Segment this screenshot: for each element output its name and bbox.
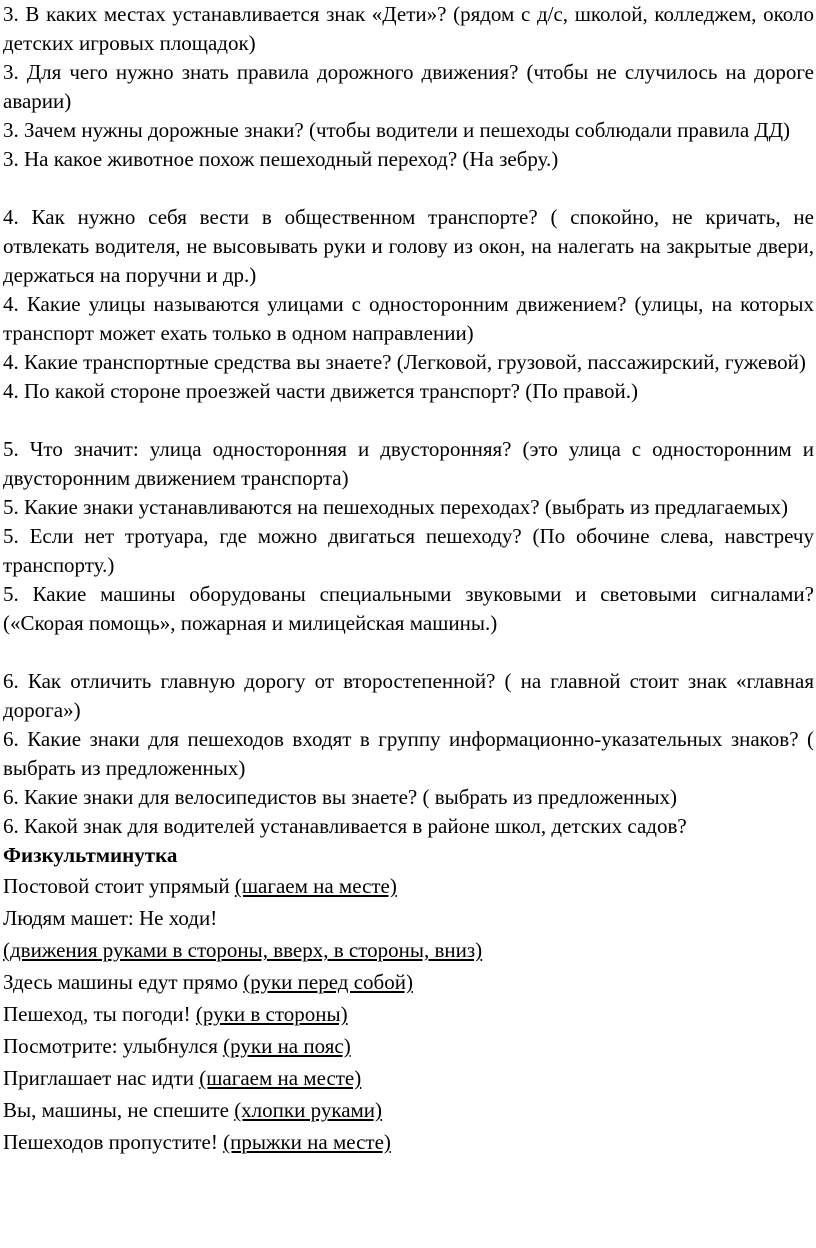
poem-line [3, 934, 814, 966]
poem-action-note: (прыжки на месте) [223, 1130, 391, 1154]
poem-text: Постовой стоит упрямый [3, 874, 235, 898]
question-6-4: 6. Какой знак для водителей устанавливается в районе школ, детских садов? [3, 814, 687, 838]
question-5-1: 5. Что значит: улица односторонняя и двусторонняя? (это улица с односторонним и двусторонним движением транспорта) [3, 437, 814, 490]
question-group-5 [3, 435, 814, 638]
question-4-3: 4. Какие транспортные средства вы знаете? (Легковой, грузовой, пассажирский, гужевой) [3, 350, 806, 374]
poem-line [3, 966, 814, 998]
poem-line [3, 1094, 814, 1126]
question-4-4: 4. По какой стороне проезжей части движется транспорт? (По правой.) [3, 379, 638, 403]
question-5-4: 5. Какие машины оборудованы специальными звуковыми и световыми сигналами? («Скорая помощь», пожарная и милицейская машины.) [3, 582, 814, 635]
fizkultminutka-heading: Физкультминутка [3, 843, 178, 867]
question-3-2: 3. Для чего нужно знать правила дорожного движения? (чтобы не случилось на дороге аварии) [3, 60, 814, 113]
poem-line [3, 998, 814, 1030]
poem-line [3, 1030, 814, 1062]
poem-text: Пешеход, ты погоди! [3, 1002, 196, 1026]
question-3-3: 3. Зачем нужны дорожные знаки? (чтобы водители и пешеходы соблюдали правила ДД) [3, 118, 791, 142]
poem-text: Посмотрите: улыбнулся [3, 1034, 224, 1058]
poem-text: Приглашает нас идти [3, 1066, 200, 1090]
question-group-6 [3, 667, 814, 841]
question-5-2: 5. Какие знаки устанавливаются на пешеходных переходах? (выбрать из предлагаемых) [3, 495, 789, 519]
poem-text: Вы, машины, не спешите [3, 1098, 235, 1122]
question-group-3 [3, 0, 814, 174]
paragraph-gap [3, 406, 814, 435]
question-6-2: 6. Какие знаки для пешеходов входят в группу информационно-указательных знаков? ( выбрать из предложенных) [3, 727, 814, 780]
poem-action-note: (хлопки руками) [234, 1098, 383, 1122]
poem-action-note: (шагаем на месте) [234, 874, 397, 898]
poem-line [3, 1062, 814, 1094]
poem-line [3, 870, 814, 902]
poem-action-note: (руки на пояс) [223, 1034, 351, 1058]
poem-text: Пешеходов пропустите! [3, 1130, 224, 1154]
question-6-3: 6. Какие знаки для велосипедистов вы знаете? ( выбрать из предложенных) [3, 785, 678, 809]
fizkultminutka-poem [3, 870, 814, 1158]
paragraph-gap [3, 638, 814, 667]
poem-action-note: (руки в стороны) [195, 1002, 348, 1026]
question-3-1: 3. В каких местах устанавливается знак «Дети»? (рядом с д/с, школой, колледжем, около детских игровых площадок) [3, 2, 814, 55]
poem-action-note: (движения руками в стороны, вверх, в стороны, вниз) [3, 938, 483, 962]
question-6-1: 6. Как отличить главную дорогу от второстепенной? ( на главной стоит знак «главная дорога») [3, 669, 814, 722]
paragraph-gap [3, 174, 814, 203]
poem-line [3, 902, 814, 934]
poem-action-note: (шагаем на месте) [199, 1066, 362, 1090]
question-4-2: 4. Какие улицы называются улицами с односторонним движением? (улицы, на которых транспорт может ехать только в одном направлении) [3, 292, 814, 345]
poem-line [3, 1126, 814, 1158]
question-group-4 [3, 203, 814, 406]
question-3-4: 3. На какое животное похож пешеходный переход? (На зебру.) [3, 147, 559, 171]
poem-text: Людям машет: Не ходи! [3, 906, 218, 930]
poem-action-note: (руки перед собой) [243, 970, 413, 994]
poem-text: Здесь машины едут прямо [3, 970, 244, 994]
question-5-3: 5. Если нет тротуара, где можно двигаться пешеходу? (По обочине слева, навстречу транспорту.) [3, 524, 814, 577]
question-4-1: 4. Как нужно себя вести в общественном транспорте? ( спокойно, не кричать, не отвлекать водителя, не высовывать руки и голову из окон, на налегать на закрытые двери, держаться на поручни и др.) [3, 205, 814, 287]
